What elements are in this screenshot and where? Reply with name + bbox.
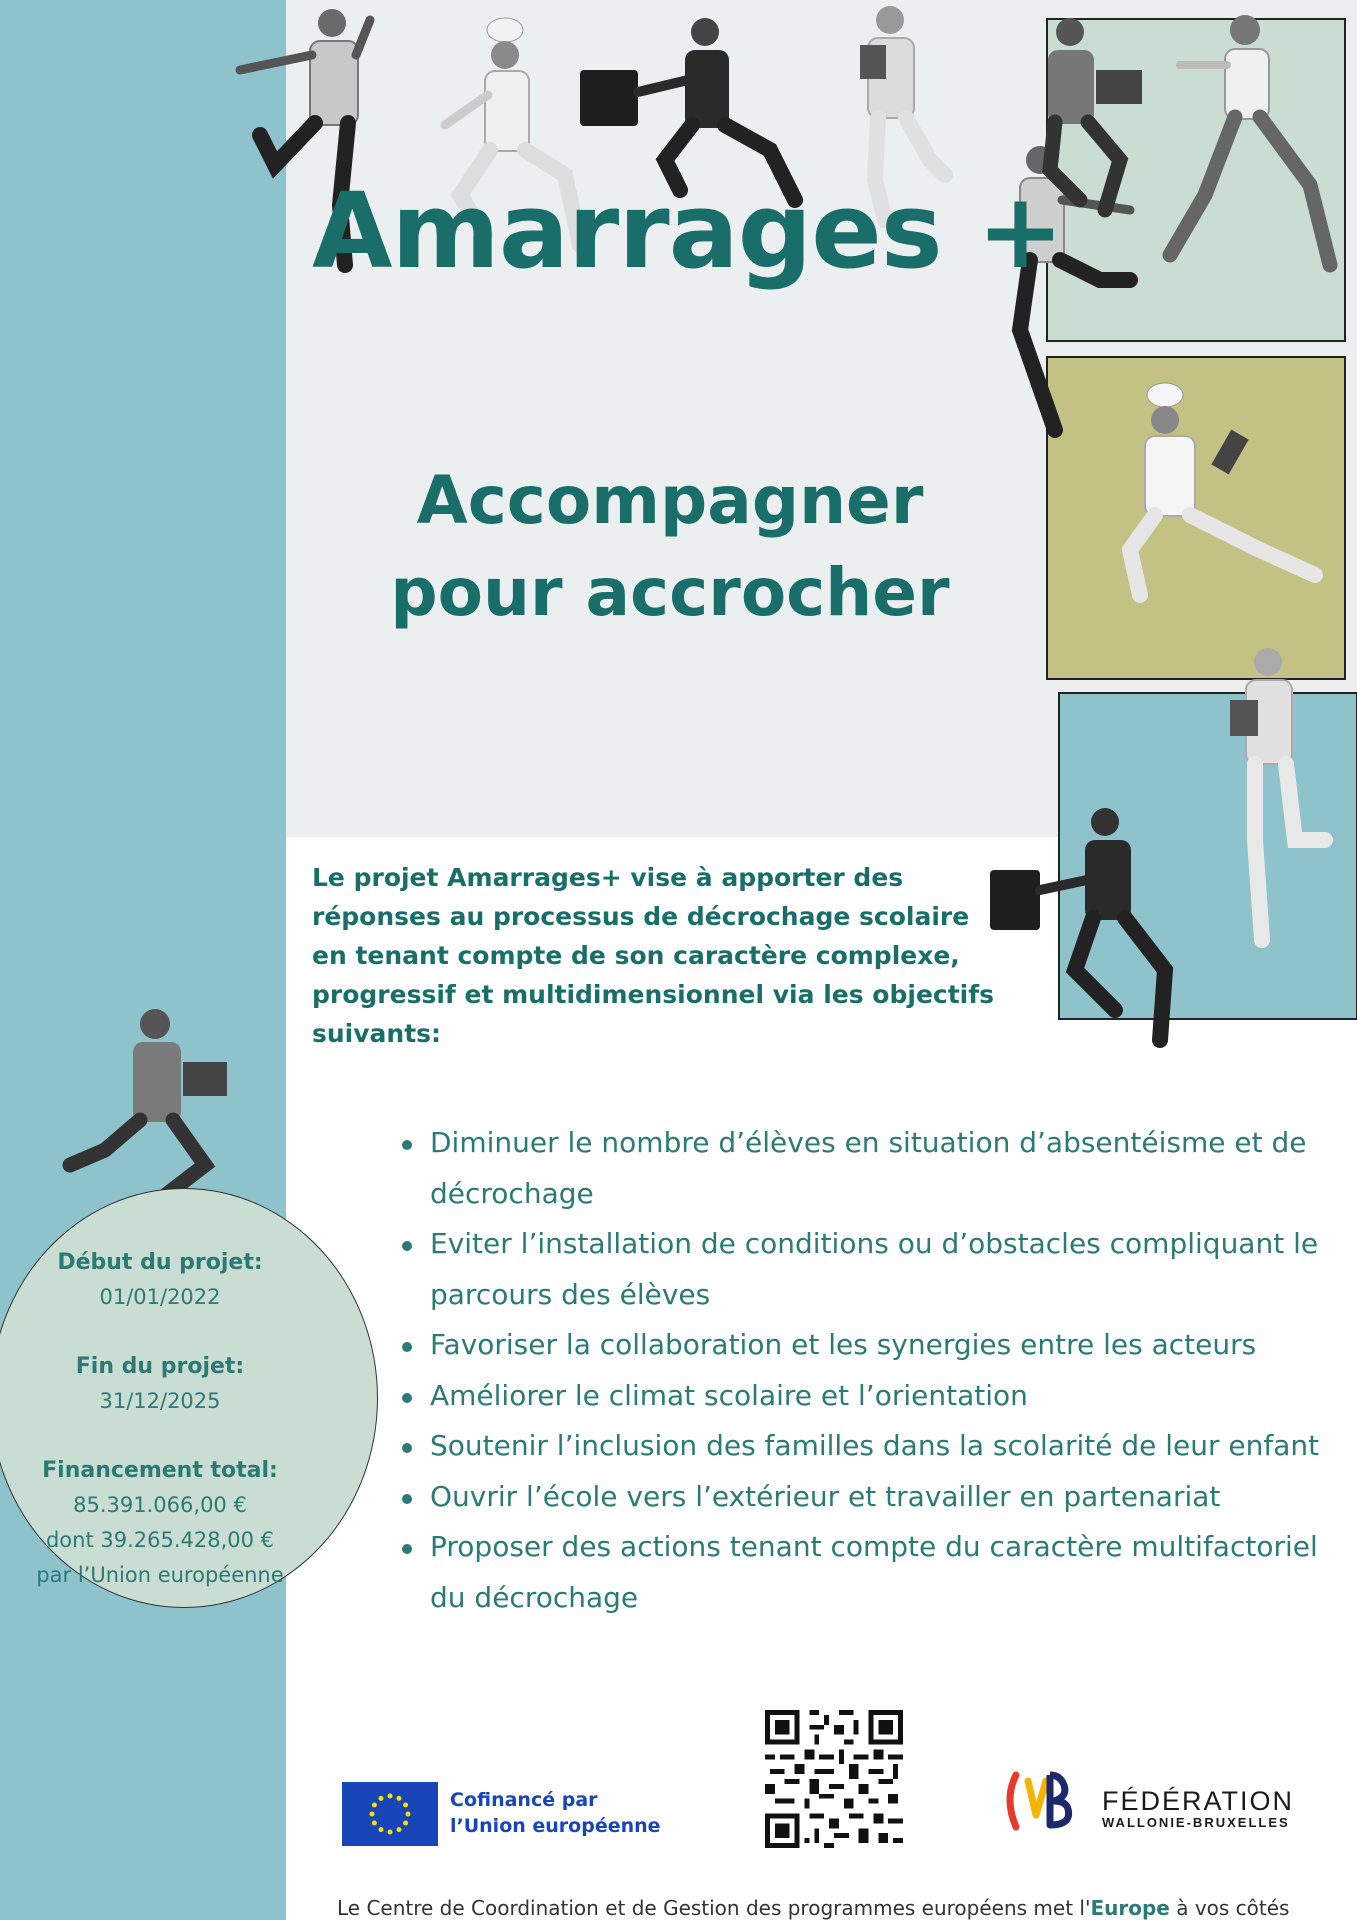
fwb-text: [1102, 1786, 1294, 1830]
eu-flag-icon: [342, 1782, 438, 1846]
list-item: [400, 1472, 1320, 1523]
list-item: [400, 1421, 1320, 1472]
objective-text: Améliorer le climat scolaire et l’orientation: [430, 1378, 1028, 1412]
list-item: [400, 1371, 1320, 1422]
project-info: [0, 1245, 320, 1593]
bullet-icon: [402, 1443, 412, 1453]
bullet-icon: [402, 1140, 412, 1150]
start-value: 01/01/2022: [99, 1285, 221, 1309]
objective-text: Eviter l’installation de conditions ou d’obstacles compliquant le parcours des élèves: [430, 1227, 1319, 1311]
person-nurse-jumping-illustration: [1200, 640, 1350, 970]
subtitle-line-1: Accompagner: [416, 462, 924, 539]
bullet-icon: [402, 1342, 412, 1352]
bullet-icon: [402, 1494, 412, 1504]
eu-text-line-1: Cofinancé par: [450, 1789, 598, 1811]
funding-eu: dont 39.265.428,00 €: [45, 1528, 275, 1552]
footer-text-before: Le Centre de Coordination et de Gestion des programmes européens met l': [337, 1896, 1091, 1920]
objective-text: Favoriser la collaboration et les synergies entre les acteurs: [430, 1328, 1257, 1361]
page-title: Amarrages +: [312, 170, 1064, 292]
objective-text: Ouvrir l’école vers l’extérieur et travailler en partenariat: [430, 1479, 1221, 1513]
list-item: [400, 1219, 1320, 1320]
funding-eu-suffix: par l’Union européenne: [36, 1563, 284, 1587]
objectives-list: [400, 1118, 1320, 1623]
bullet-icon: [402, 1544, 412, 1554]
funding-label: Financement total:: [42, 1458, 278, 1483]
footer-text-after: à vos côtés: [1169, 1896, 1290, 1920]
funding-total: 85.391.066,00 €: [73, 1493, 247, 1517]
person-woman-painter-illustration: [1160, 5, 1350, 275]
qr-code-icon[interactable]: [764, 1710, 904, 1848]
left-sidebar: [0, 0, 286, 1920]
eu-cofinance-text: [450, 1787, 661, 1839]
bullet-icon: [402, 1393, 412, 1403]
eu-text-line-2: l’Union européenne: [450, 1815, 661, 1837]
start-label: Début du projet:: [57, 1250, 263, 1275]
end-value: 31/12/2025: [99, 1389, 221, 1413]
person-chef-jumping-illustration: [1110, 380, 1340, 620]
objective-text: Diminuer le nombre d’élèves en situation d’absentéisme et de décrochage: [430, 1126, 1307, 1210]
subtitle-line-2: pour accrocher: [390, 554, 950, 631]
page-subtitle: [370, 455, 970, 639]
list-item: [400, 1118, 1320, 1219]
person-businessman-jumping-illustration: [985, 800, 1195, 1060]
fwb-subtitle: WALLONIE-BRUXELLES: [1102, 1815, 1290, 1830]
list-item: [400, 1320, 1320, 1371]
footer-highlight: Europe: [1090, 1896, 1170, 1920]
footer-text: [337, 1896, 1347, 1920]
intro-paragraph: Le projet Amarrages+ vise à apporter des réponses au processus de décrochage scolaire en tenant compte de son caractère complexe, progressif et multidimensionnel via les objectifs suivants:: [312, 863, 994, 1048]
fwb-title: FÉDÉRATION: [1102, 1786, 1295, 1816]
fwb-logo-icon: [1002, 1765, 1076, 1837]
objective-text: Soutenir l’inclusion des familles dans la scolarité de leur enfant: [430, 1429, 1320, 1462]
list-item: [400, 1522, 1320, 1623]
end-label: Fin du projet:: [75, 1354, 245, 1379]
bullet-icon: [402, 1241, 412, 1251]
objective-text: Proposer des actions tenant compte du caractère multifactoriel du décrochage: [430, 1530, 1318, 1614]
